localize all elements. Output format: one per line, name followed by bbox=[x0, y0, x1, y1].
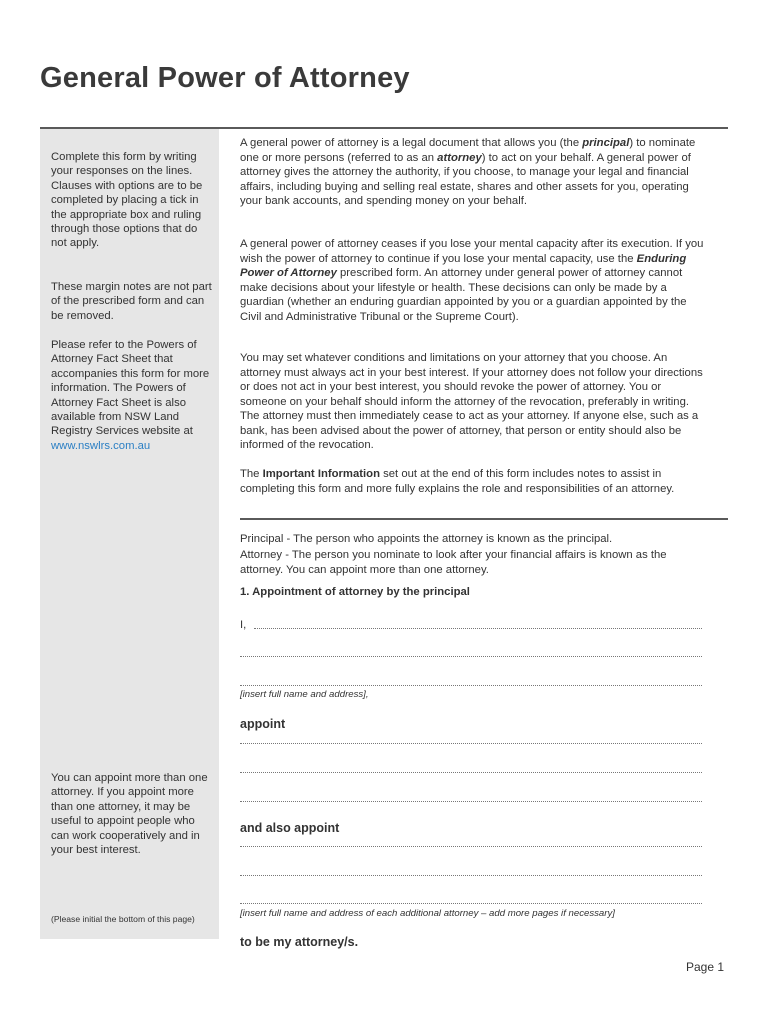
section-divider bbox=[240, 518, 728, 520]
intro-p2-text-a: A general power of attorney ceases if you lose your mental capacity after its execution. If you wish the power of attorney to continue if you lose your mental capacity, use the bbox=[240, 238, 704, 265]
intro-p4-text-a: The bbox=[240, 468, 263, 480]
margin-note-fact-sheet bbox=[51, 338, 213, 453]
appoint-label: appoint bbox=[240, 717, 286, 731]
intro-p4-text-b: set out at the end of this form includes notes to assist in completing this form and more fully explains the role and responsibilities of an attorney. bbox=[240, 468, 675, 495]
term-attorney: attorney bbox=[437, 151, 482, 164]
additional-attorney-line-3[interactable] bbox=[240, 903, 702, 904]
margin-note-multiple-attorneys-text: You can appoint more than one attorney. If you appoint more than one attorney, it may be useful to appoint people who can work cooperatively and in your best interest. bbox=[51, 772, 208, 857]
nswlrs-website-link[interactable]: www.nswlrs.com.au bbox=[51, 439, 151, 452]
additional-attorney-hint: [insert full name and address of each additional attorney – add more pages if necessary] bbox=[240, 908, 615, 919]
intro-p1-text-a: A general power of attorney is a legal document that allows you (the bbox=[240, 137, 583, 149]
principal-name-line-1[interactable] bbox=[254, 628, 702, 629]
section-1-heading: 1. Appointment of attorney by the principal bbox=[240, 586, 470, 598]
document-title: General Power of Attorney bbox=[40, 62, 410, 94]
margin-note-removable-text: These margin notes are not part of the prescribed form and can be removed. bbox=[51, 281, 212, 322]
intro-paragraph-1 bbox=[240, 136, 710, 209]
margin-note-multiple-attorneys bbox=[51, 771, 213, 857]
term-principal: principal bbox=[582, 137, 630, 149]
intro-p1-text-b: ) to nominate one or more persons (referred to as an bbox=[240, 137, 696, 164]
additional-attorney-line-1[interactable] bbox=[240, 846, 702, 847]
term-important-information: Important Information bbox=[262, 468, 380, 480]
intro-p2-text-b: prescribed form. An attorney under general power of attorney cannot make decisions about your lifestyle or health. These decisions can only be made by a guardian (whether an enduring guardian appointed by you or a guardian appointed by the Civil and Administrative Tribunal or the Supreme Court). bbox=[240, 267, 687, 323]
attorney-name-line-2[interactable] bbox=[240, 772, 702, 773]
attorney-name-line-1[interactable] bbox=[240, 743, 702, 744]
initial-page-note: (Please initial the bottom of this page) bbox=[51, 914, 195, 924]
principal-name-line-2[interactable] bbox=[240, 656, 702, 657]
definition-attorney bbox=[240, 548, 710, 577]
term-enduring-power: Enduring Power of Attorney bbox=[240, 252, 687, 279]
page-number: Page 1 bbox=[686, 960, 725, 974]
intro-p3-text: You may set whatever conditions and limitations on your attorney that you choose. An attorney must always act in your best interest. If your attorney does not follow your directions or does not act in your best interest, you should revoke the power of attorney. You or someone on your behalf should inform the attorney of the revocation, preferably in writing. The attorney must then immediately cease to act as your attorney. If anyone else, such as a bank, has been advised about the power of attorney, that person or entity should also be informed of the revocation. bbox=[240, 352, 703, 451]
definition-principal bbox=[240, 532, 710, 547]
also-appoint-label: and also appoint bbox=[240, 821, 340, 835]
definition-principal-text: Principal - The person who appoints the attorney is known as the principal. bbox=[240, 533, 613, 545]
principal-name-line-3[interactable] bbox=[240, 685, 702, 686]
margin-note-removable bbox=[51, 280, 213, 323]
margin-note-fact-sheet-text: Please refer to the Powers of Attorney Fact Sheet that accompanies this form for more information. The Powers of Attorney Fact Sheet is also available from NSW Land Registry Services website at bbox=[51, 339, 210, 438]
attorney-name-line-3[interactable] bbox=[240, 801, 702, 802]
principal-prefix: I, bbox=[240, 619, 247, 631]
margin-note-instructions bbox=[51, 150, 213, 251]
definition-attorney-text: Attorney - The person you nominate to look after your financial affairs is known as the attorney. You can appoint more than one attorney. bbox=[240, 549, 667, 576]
intro-paragraph-4 bbox=[240, 467, 710, 496]
intro-paragraph-3 bbox=[240, 351, 710, 453]
intro-p1-text-c: ) to act on your behalf. A general power of attorney gives the attorney the authority, if you choose, to manage your legal and financial affairs, including buying and selling real estate, shares and other assets for you, operating your bank accounts, and spending money on your behalf. bbox=[240, 151, 691, 207]
principal-hint: [insert full name and address], bbox=[240, 689, 369, 700]
closing-statement: to be my attorney/s. bbox=[240, 935, 359, 949]
margin-note-instructions-text: Complete this form by writing your responses on the lines. Clauses with options are to be completed by placing a tick in the appropriate box and ruling through those options that do not apply. bbox=[51, 151, 203, 250]
additional-attorney-line-2[interactable] bbox=[240, 875, 702, 876]
intro-paragraph-2 bbox=[240, 237, 710, 324]
